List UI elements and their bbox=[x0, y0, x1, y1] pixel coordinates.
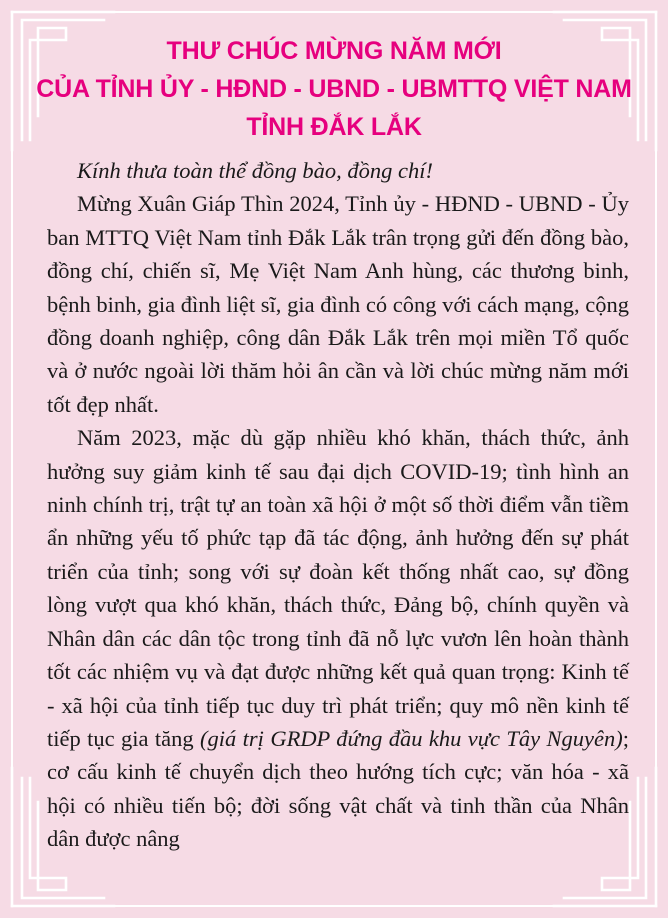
paragraph-2-text-end: ; cơ cấu kinh tế chuyển dịch theo hướng tích cực; văn hóa - xã hội có nhiều tiến bộ; đời sống vật chất và tinh thần của Nhân dân được nâng bbox=[47, 725, 630, 852]
title-line-1: THƯ CHÚC MỪNG NĂM MỚI bbox=[166, 37, 502, 65]
greeting: Kính thưa toàn thể đồng bào, đồng chí! bbox=[77, 158, 434, 183]
paragraph-2-italic-note: (giá trị GRDP đứng đầu khu vực Tây Nguyên) bbox=[200, 725, 623, 751]
paragraph-2 bbox=[47, 421, 629, 855]
title-line-3: TỈNH ĐẮK LẮK bbox=[246, 113, 422, 141]
letter-body bbox=[47, 154, 629, 856]
paragraph-2-text: Năm 2023, mặc dù gặp nhiều khó khăn, thách thức, ảnh hưởng suy giảm kinh tế sau đại dịch COVID-19; tình hình an ninh chính trị, trật tự an toàn xã hội ở một số thời điểm vẫn tiềm ẩn những yếu tố phức tạp đã tác động, ảnh hưởng đến sự phát triển của tỉnh; song với sự đoàn kết thống nhất cao, sự đồng lòng vượt qua khó khăn, thách thức, Đảng bộ, chính quyền và Nhân dân các dân tộc trong tỉnh đã nỗ lực vươn lên hoàn thành tốt các nhiệm vụ và đạt được những kết quả quan trọng: Kinh tế - xã hội của tỉnh tiếp tục duy trì phát triển; quy mô nền kinh tế tiếp tục gia tăng bbox=[47, 425, 629, 751]
title-line-2: CỦA TỈNH ỦY - HĐND - UBND - UBMTTQ VIỆT NAM bbox=[36, 75, 632, 103]
letter-title bbox=[0, 32, 668, 146]
paragraph-1: Mừng Xuân Giáp Thìn 2024, Tỉnh ủy - HĐND - UBND - Ủy ban MTTQ Việt Nam tỉnh Đắk Lắk trân trọng gửi đến đồng bào, đồng chí, chiến sĩ, Mẹ Việt Nam Anh hùng, các thương binh, bệnh binh, gia đình liệt sĩ, gia đình có công với cách mạng, cộng đồng doanh nghiệp, công dân Đắk Lắk trên mọi miền Tổ quốc và ở nước ngoài lời thăm hỏi ân cần và lời chúc mừng năm mới tốt đẹp nhất. bbox=[47, 191, 629, 417]
